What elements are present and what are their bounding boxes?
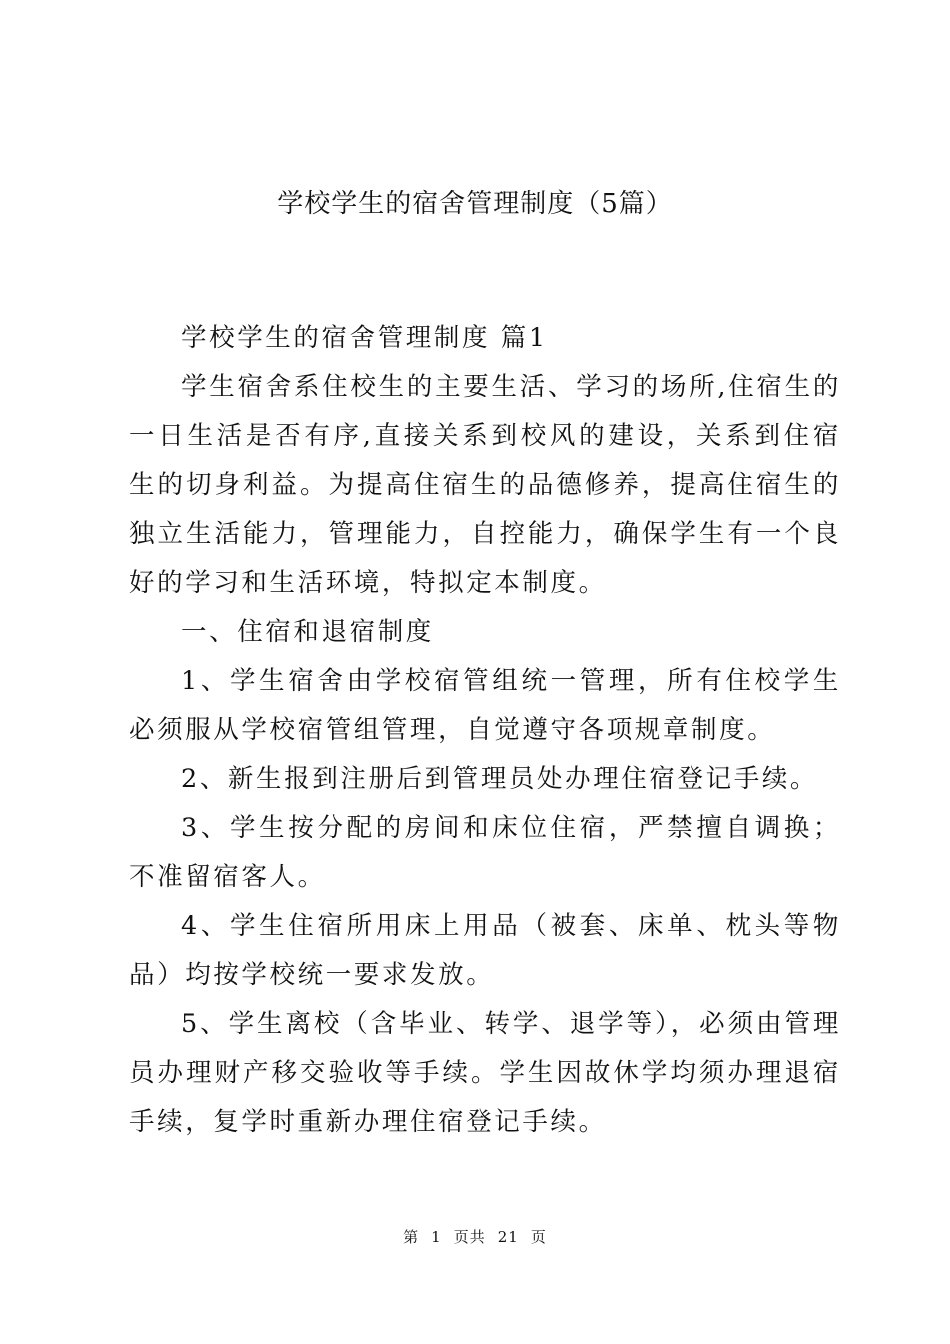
body-paragraph: 3、学生按分配的房间和床位住宿，严禁擅自调换；不准留宿客人。 [129,813,841,892]
section-heading: 学校学生的宿舍管理制度 篇1 [181,323,548,353]
body-paragraph: 1、学生宿舍由学校宿管组统一管理，所有住校学生必须服从学校宿管组管理，自觉遵守各项规章制度。 [129,666,841,745]
body-paragraph: 2、新生报到注册后到管理员处办理住宿登记手续。 [181,764,819,794]
document-title: 学校学生的宿舍管理制度（5篇） [277,189,673,219]
body-paragraph: 4、学生住宿所用床上用品（被套、床单、枕头等物品）均按学校统一要求发放。 [129,911,841,990]
page-label-mid: 页共 [453,1228,486,1246]
page-number: 1 [431,1228,442,1246]
body-paragraph: 5、学生离校（含毕业、转学、退学等），必须由管理员办理财产移交验收等手续。学生因故休学均须办理退宿手续，复学时重新办理住宿登记手续。 [129,1009,841,1137]
page-footer [0,1226,950,1248]
page-label-prefix: 第 [403,1228,420,1246]
total-pages: 21 [497,1228,519,1246]
body-paragraph: 学生宿舍系住校生的主要生活、学习的场所,住宿生的一日生活是否有序,直接关系到校风的建设，关系到住宿生的切身利益。为提高住宿生的品德修养，提高住宿生的独立生活能力，管理能力，自控能力，确保学生有一个良好的学习和生活环境，特拟定本制度。 [129,372,841,598]
section-heading: 一、住宿和退宿制度 [181,617,434,647]
page-label-suffix: 页 [530,1228,547,1246]
document-body [129,314,841,1147]
